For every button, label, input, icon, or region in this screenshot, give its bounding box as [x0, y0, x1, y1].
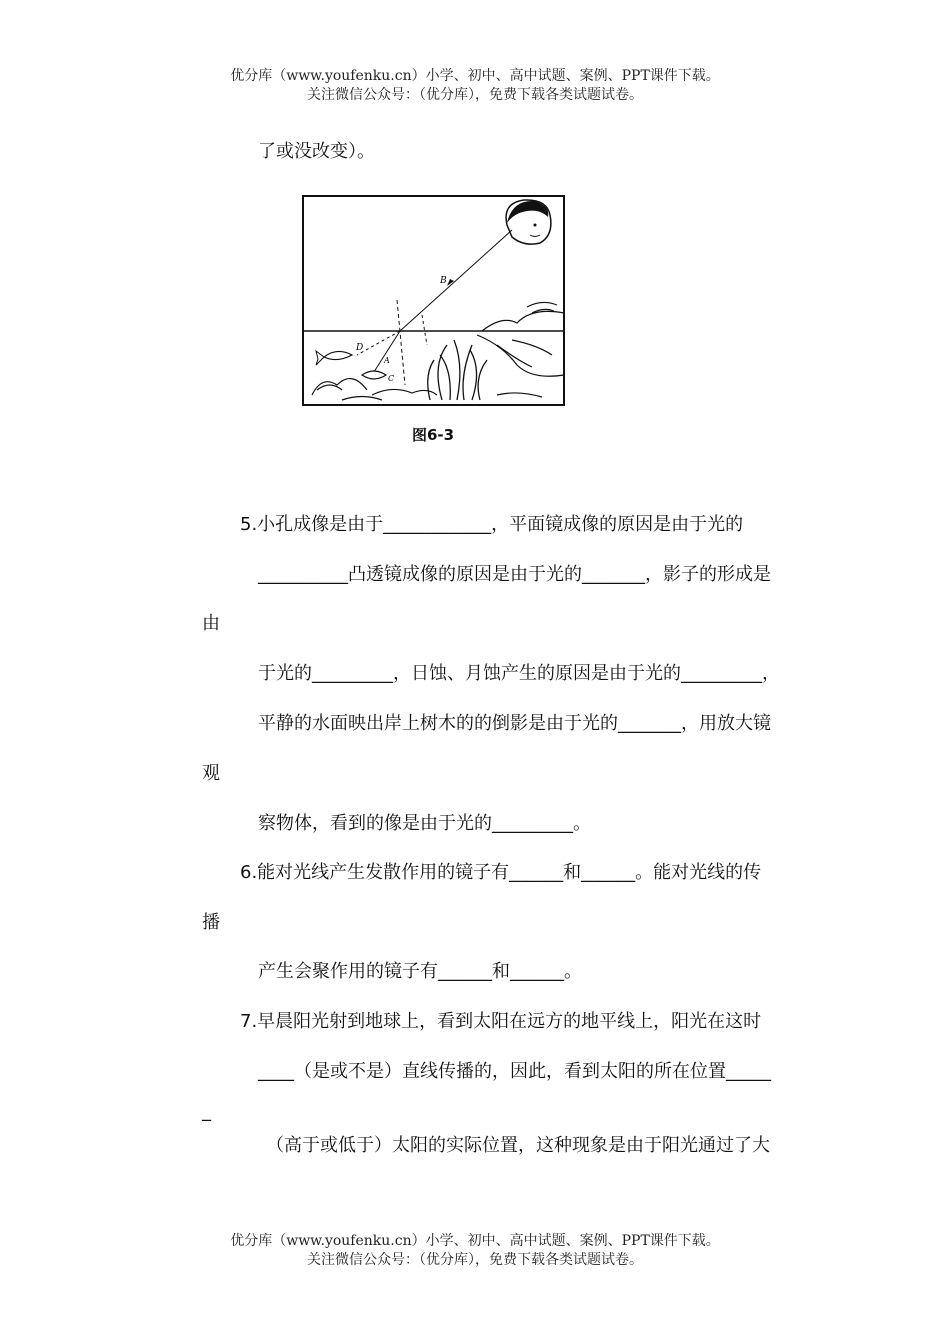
q5-line-6: 观 [202, 763, 220, 784]
header-line-1: 优分库（www.youfenku.cn）小学、初中、高中试题、案例、PPT课件下载。 [230, 68, 720, 84]
header-line-2: 关注微信公众号：（优分库），免费下载各类试题试卷。 [307, 87, 643, 103]
q5-line-5: 平静的水面映出岸上树木的的倒影是由于光的_______，用放大镜 [258, 713, 771, 734]
observer-head-icon [506, 200, 551, 244]
refraction-figure [302, 195, 565, 406]
q5-line-1: 5.小孔成像是由于____________，平面镜成像的原因是由于光的 [240, 514, 744, 535]
q6-line-2: 播 [202, 912, 220, 933]
label-c: C [388, 374, 395, 383]
q7-line-4: （高于或低于）太阳的实际位置，这种现象是由于阳光通过了大 [266, 1135, 770, 1156]
label-d: D [356, 343, 364, 353]
q5-line-3: 由 [202, 613, 220, 634]
q5-line-7: 察物体，看到的像是由于光的_________。 [258, 813, 591, 834]
figure-caption: 图6-3 [412, 426, 455, 444]
footer-line-2: 关注微信公众号：（优分库），免费下载各类试题试卷。 [307, 1252, 643, 1268]
q7-line-1: 7.早晨阳光射到地球上，看到太阳在远方的地平线上，阳光在这时 [240, 1011, 762, 1032]
q7-line-3: _ [202, 1101, 211, 1122]
q5-line-4: 于光的_________，日蚀、月蚀产生的原因是由于光的_________， [258, 663, 780, 684]
label-a: A [384, 356, 390, 365]
footer-line-1: 优分库（www.youfenku.cn）小学、初中、高中试题、案例、PPT课件下载。 [230, 1233, 720, 1249]
continuation-text: 了或没改变）。 [258, 141, 375, 162]
q6-line-3: 产生会聚作用的镜子有______和______。 [258, 961, 582, 982]
label-b: B [440, 276, 447, 286]
q5-line-2: __________凸透镜成像的原因是由于光的_______，影子的形成是 [258, 564, 771, 585]
q6-line-1: 6.能对光线产生发散作用的镜子有______和______。能对光线的传 [240, 862, 762, 883]
q7-line-2: ____（是或不是）直线传播的，因此，看到太阳的所在位置_____ [258, 1061, 771, 1082]
